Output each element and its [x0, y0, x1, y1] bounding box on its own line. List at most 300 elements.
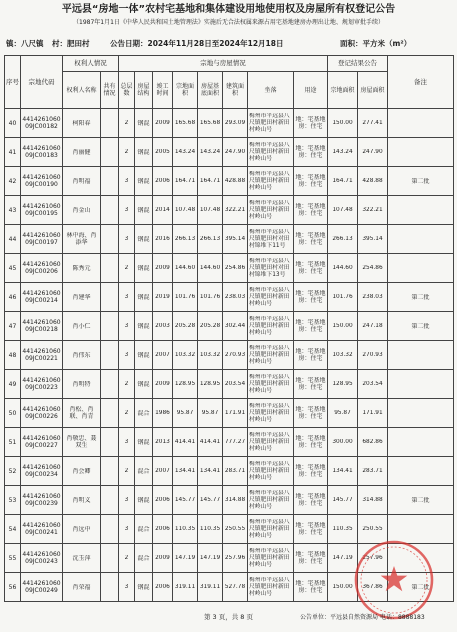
- cell-owner-name-text: 肖敬忠、聂双生: [66, 435, 97, 449]
- cell-remark: [388, 399, 454, 428]
- cell-reg-land-area: [328, 138, 358, 167]
- cell-reg-land-area-text: 134.41: [332, 467, 353, 474]
- cell-location: [248, 109, 294, 138]
- cell-reg-land-area: [328, 283, 358, 312]
- cell-seq: [5, 225, 21, 254]
- cell-completion-year: [153, 254, 173, 283]
- cell-building-area-text: 238.03: [224, 293, 246, 300]
- cell-structure: [135, 109, 153, 138]
- cell-location-text: 梅州市平远县八尺镇肥田村新田村岭山号: [249, 431, 290, 452]
- table-row: [5, 254, 454, 283]
- cell-location: [248, 457, 294, 486]
- cell-floors-text: 3: [124, 293, 129, 300]
- cell-owner-name: [63, 370, 101, 399]
- cell-completion-year: [153, 341, 173, 370]
- cell-land-area-text: 144.60: [174, 264, 196, 271]
- cell-parcel-code: [21, 341, 63, 370]
- cell-base-area: [198, 138, 223, 167]
- cell-seq: [5, 399, 21, 428]
- cell-structure-text: 混合: [137, 467, 150, 475]
- cell-seq-text: 46: [8, 293, 17, 301]
- notice-subtitle: （1987年1月1日《中华人民共和国土地管理法》实施后无合法权属来源占用宅基地建房办理出让地、规划审批手续）: [73, 19, 384, 26]
- cell-parcel-code-text: 441426106009JC00214: [22, 290, 61, 304]
- cell-completion-year-text: 2009: [155, 119, 170, 126]
- cell-reg-house-area: [358, 225, 388, 254]
- cell-land-area: [173, 457, 198, 486]
- cell-floors: [119, 486, 135, 515]
- cell-remark-text: 第二批: [411, 322, 430, 330]
- cell-floors-text: 2: [124, 467, 129, 474]
- cell-land-area: [173, 283, 198, 312]
- cell-base-area: [198, 167, 223, 196]
- cell-owner-name: [63, 167, 101, 196]
- cell-location: [248, 196, 294, 225]
- header-structure: 房屋结构: [135, 72, 153, 109]
- area-unit-value: 平方米（m²）: [362, 39, 412, 48]
- cell-remark: [388, 196, 454, 225]
- cell-location-text: 梅州市平远县八尺镇肥田村新田村岭山号: [249, 547, 290, 568]
- cell-seq-text: 48: [8, 351, 17, 359]
- cell-location: [248, 515, 294, 544]
- cell-reg-land-area: [328, 196, 358, 225]
- cell-land-area-text: 95.87: [176, 409, 194, 416]
- publisher-name: 平远县自然资源局: [330, 614, 379, 621]
- cell-structure: [135, 399, 153, 428]
- cell-building-area-text: 777.27: [224, 438, 246, 445]
- cell-use-text: 地：宅基地 房：住宅: [295, 522, 326, 536]
- cell-parcel-code-text: 441426106009JC00226: [22, 406, 61, 420]
- cell-use: [294, 109, 328, 138]
- cell-completion-year-text: 2014: [155, 206, 170, 213]
- cell-structure-text: 钢混: [137, 119, 150, 127]
- cell-completion-year-text: 1986: [155, 409, 170, 416]
- cell-use-text: 地：宅基地 房：住宅: [295, 290, 326, 304]
- cell-reg-house-area: [358, 370, 388, 399]
- cell-parcel-code-text: 441426106009JC00234: [22, 464, 61, 478]
- cell-floors-text: 2: [124, 148, 129, 155]
- cell-owner-name-text: 柯阳春: [72, 119, 91, 127]
- cell-building-area: [223, 254, 248, 283]
- header-group-registration: 登记结果公告: [328, 56, 388, 72]
- cell-reg-house-area: [358, 312, 388, 341]
- cell-use: [294, 254, 328, 283]
- cell-structure-text: 混合: [137, 554, 150, 562]
- cell-building-area: [223, 167, 248, 196]
- header-base-area: 房屋基底面积: [198, 72, 223, 109]
- cell-seq: [5, 341, 21, 370]
- cell-floors: [119, 225, 135, 254]
- cell-parcel-code-text: 441426106009JC00243: [22, 551, 61, 565]
- cell-use-text: 地：宅基地 房：住宅: [295, 116, 326, 130]
- header-completion-year: 竣工时间: [153, 72, 173, 109]
- cell-location: [248, 399, 294, 428]
- cell-reg-land-area-text: 110.35: [332, 525, 353, 532]
- cell-owner-name: [63, 109, 101, 138]
- cell-shared: [101, 399, 119, 428]
- cell-shared: [101, 196, 119, 225]
- notice-date-label: 公告日期：: [110, 39, 148, 48]
- cell-structure-text: 钢混: [137, 177, 150, 185]
- cell-building-area-text: 254.86: [224, 264, 246, 271]
- publisher-label: 公告单位：: [300, 614, 331, 621]
- cell-seq: [5, 370, 21, 399]
- cell-base-area: [198, 254, 223, 283]
- table-row: [5, 341, 454, 370]
- cell-remark: [388, 283, 454, 312]
- cell-completion-year-text: 2013: [155, 438, 170, 445]
- cell-structure: [135, 370, 153, 399]
- cell-structure: [135, 254, 153, 283]
- cell-use: [294, 573, 328, 602]
- town-info: [6, 39, 44, 49]
- cell-building-area: [223, 138, 248, 167]
- cell-base-area-text: 143.24: [199, 148, 221, 155]
- cell-reg-house-area: [358, 457, 388, 486]
- cell-use: [294, 399, 328, 428]
- cell-completion-year: [153, 428, 173, 457]
- publisher-info: [300, 613, 453, 622]
- cell-reg-land-area-text: 150.00: [332, 119, 353, 126]
- table-row: [5, 370, 454, 399]
- cell-reg-land-area-text: 128.95: [332, 380, 353, 387]
- cell-building-area: [223, 370, 248, 399]
- cell-base-area-text: 205.28: [199, 322, 221, 329]
- cell-reg-house-area: [358, 138, 388, 167]
- table-row: [5, 167, 454, 196]
- cell-base-area: [198, 399, 223, 428]
- cell-reg-land-area-text: 144.60: [332, 264, 353, 271]
- cell-owner-name: [63, 544, 101, 573]
- cell-building-area-text: 314.88: [224, 496, 246, 503]
- cell-floors-text: 2: [124, 554, 129, 561]
- cell-building-area-text: 171.91: [224, 409, 246, 416]
- cell-use-text: 地：宅基地 房：住宅: [295, 174, 326, 188]
- cell-use: [294, 196, 328, 225]
- notice-date-info: [110, 39, 284, 49]
- cell-location-text: 梅州市平远县八尺镇肥田村新田村岭山号: [249, 518, 290, 539]
- cell-use-text: 地：宅基地 房：住宅: [295, 406, 326, 420]
- cell-land-area: [173, 312, 198, 341]
- village-info: [52, 39, 90, 49]
- cell-structure-text: 钢混: [137, 235, 150, 243]
- cell-owner-name: [63, 196, 101, 225]
- cell-land-area: [173, 138, 198, 167]
- cell-parcel-code: [21, 428, 63, 457]
- cell-parcel-code-text: 441426106009JC00183: [22, 145, 61, 159]
- header-owner-name: 权利人名称: [63, 72, 101, 109]
- cell-use: [294, 486, 328, 515]
- table-body: [5, 109, 454, 602]
- cell-seq-text: 41: [8, 148, 17, 156]
- cell-use-text: 地：宅基地 房：住宅: [295, 435, 326, 449]
- cell-reg-land-area: [328, 167, 358, 196]
- cell-owner-name: [63, 486, 101, 515]
- cell-parcel-code: [21, 138, 63, 167]
- cell-land-area: [173, 544, 198, 573]
- town-value: 八尺镇: [21, 39, 44, 48]
- cell-land-area: [173, 225, 198, 254]
- cell-owner-name: [63, 254, 101, 283]
- cell-structure: [135, 283, 153, 312]
- cell-building-area: [223, 312, 248, 341]
- cell-parcel-code-text: 441426106009JC00221: [22, 348, 61, 362]
- cell-seq: [5, 283, 21, 312]
- cell-completion-year-text: 2007: [155, 351, 170, 358]
- cell-reg-land-area-text: 147.19: [332, 554, 353, 561]
- cell-reg-house-area: [358, 428, 388, 457]
- cell-floors-text: 3: [124, 235, 129, 242]
- cell-completion-year: [153, 370, 173, 399]
- cell-seq: [5, 254, 21, 283]
- cell-floors: [119, 457, 135, 486]
- cell-reg-land-area-text: 150.00: [332, 322, 353, 329]
- cell-remark: [388, 225, 454, 254]
- cell-reg-house-area-text: 682.86: [362, 438, 383, 445]
- cell-owner-name: [63, 138, 101, 167]
- cell-remark-text: 第二批: [411, 583, 430, 591]
- cell-location-text: 梅州市平远县八尺镇肥田村新田村岭山号: [249, 199, 290, 220]
- cell-owner-name-text: 肖小仁: [72, 322, 91, 330]
- cell-location: [248, 283, 294, 312]
- cell-base-area-text: 101.76: [199, 293, 221, 300]
- cell-seq: [5, 312, 21, 341]
- cell-floors: [119, 573, 135, 602]
- cell-use: [294, 515, 328, 544]
- table-row: [5, 138, 454, 167]
- cell-use-text: 地：宅基地 房：住宅: [295, 377, 326, 391]
- cell-structure: [135, 486, 153, 515]
- cell-owner-name-text: 肖伟东: [72, 351, 91, 359]
- cell-remark: [388, 312, 454, 341]
- cell-building-area: [223, 544, 248, 573]
- cell-floors: [119, 544, 135, 573]
- cell-completion-year: [153, 573, 173, 602]
- cell-reg-land-area-text: 266.13: [332, 235, 353, 242]
- cell-building-area: [223, 515, 248, 544]
- cell-shared: [101, 138, 119, 167]
- cell-use-text: 地：宅基地 房：住宅: [295, 232, 326, 246]
- cell-shared: [101, 515, 119, 544]
- cell-use: [294, 225, 328, 254]
- cell-floors-text: 3: [124, 177, 129, 184]
- cell-reg-land-area-text: 164.71: [332, 177, 353, 184]
- cell-seq: [5, 138, 21, 167]
- cell-parcel-code-text: 441426106009JC00239: [22, 493, 61, 507]
- cell-seq-text: 51: [8, 438, 17, 446]
- cell-completion-year-text: 2006: [155, 496, 170, 503]
- cell-seq-text: 43: [8, 206, 17, 214]
- cell-parcel-code: [21, 544, 63, 573]
- village-value: 肥田村: [67, 39, 90, 48]
- cell-base-area-text: 110.35: [199, 525, 221, 532]
- cell-floors: [119, 196, 135, 225]
- cell-seq-text: 49: [8, 380, 17, 388]
- cell-owner-name: [63, 457, 101, 486]
- cell-building-area: [223, 428, 248, 457]
- cell-base-area: [198, 283, 223, 312]
- area-unit-info: [340, 39, 411, 49]
- cell-owner-name-text: 肖明特: [72, 380, 91, 388]
- cell-use: [294, 138, 328, 167]
- cell-location: [248, 254, 294, 283]
- cell-base-area: [198, 544, 223, 573]
- cell-structure-text: 钢混: [137, 351, 150, 359]
- cell-structure: [135, 573, 153, 602]
- cell-land-area-text: 103.32: [174, 351, 196, 358]
- cell-building-area: [223, 225, 248, 254]
- cell-seq: [5, 196, 21, 225]
- cell-base-area: [198, 370, 223, 399]
- phone-label: 电话：: [379, 614, 398, 621]
- cell-seq-text: 50: [8, 409, 17, 417]
- cell-remark: [388, 370, 454, 399]
- cell-floors: [119, 167, 135, 196]
- header-land-area: 宗地面积: [173, 72, 198, 109]
- cell-land-area-text: 319.11: [174, 583, 196, 590]
- cell-parcel-code: [21, 486, 63, 515]
- table-row: [5, 428, 454, 457]
- table-row: [5, 225, 454, 254]
- table-row: [5, 399, 454, 428]
- cell-parcel-code-text: 441426106009JC00249: [22, 580, 61, 594]
- cell-completion-year: [153, 544, 173, 573]
- cell-land-area: [173, 399, 198, 428]
- cell-reg-land-area-text: 143.24: [332, 148, 353, 155]
- cell-building-area-text: 283.71: [224, 467, 246, 474]
- cell-location: [248, 486, 294, 515]
- cell-use: [294, 457, 328, 486]
- cell-structure-text: 钢混: [137, 322, 150, 330]
- notice-date-value: 2024年11月28日至2024年12月18日: [147, 39, 284, 48]
- cell-base-area-text: 103.32: [199, 351, 221, 358]
- cell-building-area-text: 270.93: [224, 351, 246, 358]
- cell-reg-land-area: [328, 428, 358, 457]
- cell-base-area: [198, 515, 223, 544]
- cell-owner-name-text: 肖明福: [72, 177, 91, 185]
- cell-seq: [5, 428, 21, 457]
- cell-floors: [119, 399, 135, 428]
- cell-parcel-code-text: 441426106009JC00218: [22, 319, 61, 333]
- cell-structure-text: 混合: [137, 409, 150, 417]
- cell-floors: [119, 138, 135, 167]
- cell-reg-land-area: [328, 486, 358, 515]
- cell-owner-name: [63, 283, 101, 312]
- cell-building-area: [223, 283, 248, 312]
- cell-location-text: 梅州市平远县八尺镇肥田村新田村岭山号: [249, 286, 290, 307]
- cell-use: [294, 428, 328, 457]
- cell-base-area: [198, 109, 223, 138]
- cell-completion-year-text: 2006: [155, 583, 170, 590]
- cell-completion-year: [153, 486, 173, 515]
- cell-owner-name: [63, 515, 101, 544]
- cell-seq-text: 44: [8, 235, 17, 243]
- header-building-area: 建筑面积: [223, 72, 248, 109]
- table-header-group-row: [5, 56, 454, 72]
- cell-remark: [388, 138, 454, 167]
- cell-land-area-text: 414.41: [174, 438, 196, 445]
- cell-floors-text: 2: [124, 119, 129, 126]
- cell-reg-house-area-text: 203.54: [362, 380, 383, 387]
- cell-land-area-text: 165.68: [174, 119, 196, 126]
- cell-building-area: [223, 573, 248, 602]
- cell-structure-text: 钢混: [137, 583, 150, 591]
- cell-owner-name: [63, 312, 101, 341]
- cell-seq-text: 55: [8, 554, 17, 562]
- cell-completion-year: [153, 457, 173, 486]
- cell-location: [248, 312, 294, 341]
- cell-structure-text: 钢混: [137, 148, 150, 156]
- cell-parcel-code-text: 441426106009JC00190: [22, 174, 61, 188]
- cell-shared: [101, 544, 119, 573]
- area-unit-label: 面积：: [340, 39, 363, 48]
- cell-base-area-text: 266.13: [199, 235, 221, 242]
- cell-land-area: [173, 573, 198, 602]
- cell-owner-name-text: 肖丽健: [72, 148, 91, 156]
- cell-base-area-text: 164.71: [199, 177, 221, 184]
- cell-use: [294, 544, 328, 573]
- cell-reg-house-area-text: 277.41: [362, 119, 383, 126]
- cell-floors-text: 3: [124, 525, 129, 532]
- header-floors: 总层数: [119, 72, 135, 109]
- cell-location: [248, 167, 294, 196]
- cell-location-text: 梅州市平远县八尺镇肥田村新田村岭山号: [249, 402, 290, 423]
- notice-title: 平远县“房地一体”农村宅基地和集体建设用地使用权及房屋所有权登记公告: [61, 4, 396, 15]
- cell-reg-house-area: [358, 196, 388, 225]
- cell-seq: [5, 515, 21, 544]
- cell-location-text: 梅州市平远县八尺镇肥田村新田村岭山号: [249, 141, 290, 162]
- cell-floors-text: 3: [124, 496, 129, 503]
- cell-remark: [388, 341, 454, 370]
- cell-owner-name: [63, 428, 101, 457]
- cell-reg-house-area-text: 238.03: [362, 293, 383, 300]
- cell-floors-text: 3: [124, 351, 129, 358]
- cell-reg-house-area-text: 257.96: [362, 554, 383, 561]
- cell-land-area: [173, 109, 198, 138]
- cell-reg-house-area-text: 283.71: [362, 467, 383, 474]
- cell-structure: [135, 428, 153, 457]
- cell-location: [248, 370, 294, 399]
- cell-seq: [5, 167, 21, 196]
- cell-base-area-text: 95.87: [201, 409, 219, 416]
- table-row: [5, 457, 454, 486]
- cell-parcel-code: [21, 370, 63, 399]
- cell-structure: [135, 341, 153, 370]
- cell-parcel-code-text: 441426106009JC00206: [22, 261, 61, 275]
- cell-reg-house-area: [358, 254, 388, 283]
- cell-shared: [101, 312, 119, 341]
- cell-parcel-code: [21, 167, 63, 196]
- cell-shared: [101, 167, 119, 196]
- cell-seq-text: 54: [8, 525, 17, 533]
- cell-completion-year: [153, 225, 173, 254]
- cell-completion-year-text: 2009: [155, 264, 170, 271]
- cell-parcel-code-text: 441426106009JC00227: [22, 435, 61, 449]
- cell-shared: [101, 486, 119, 515]
- cell-seq-text: 47: [8, 322, 17, 330]
- cell-seq-text: 42: [8, 177, 17, 185]
- cell-reg-house-area: [358, 283, 388, 312]
- cell-land-area: [173, 196, 198, 225]
- cell-base-area-text: 319.11: [199, 583, 221, 590]
- cell-parcel-code-text: 441426106009JC00197: [22, 232, 61, 246]
- cell-base-area-text: 128.95: [199, 380, 221, 387]
- cell-base-area: [198, 312, 223, 341]
- cell-shared: [101, 573, 119, 602]
- cell-reg-house-area-text: 395.14: [362, 235, 383, 242]
- header-use: 用途: [294, 72, 328, 109]
- cell-use-text: 地：宅基地 房：住宅: [295, 348, 326, 362]
- cell-reg-land-area-text: 103.32: [332, 351, 353, 358]
